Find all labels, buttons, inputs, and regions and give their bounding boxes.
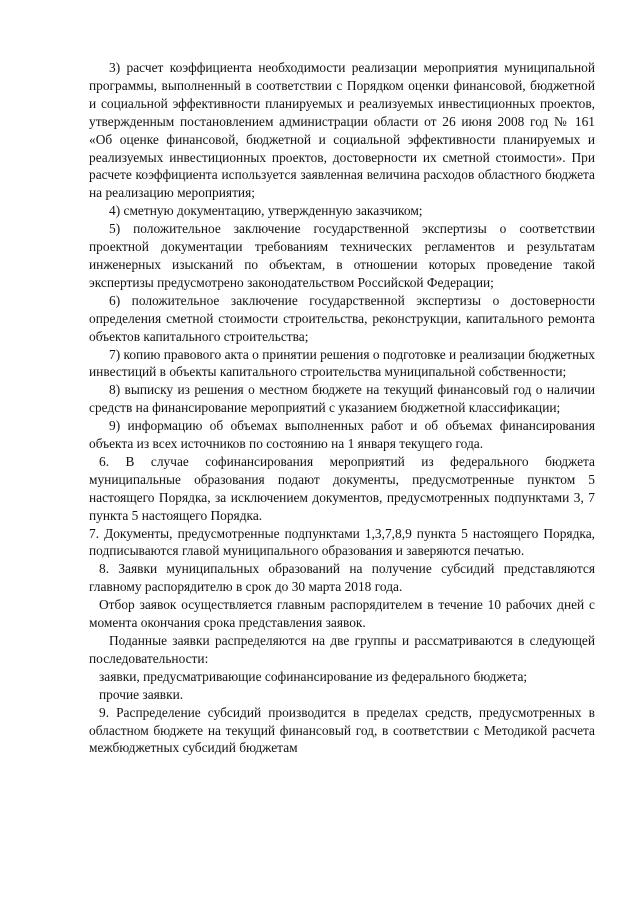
paragraph-subitem-7: 7) копию правового акта о принятии решения о подготовке и реализации бюджетных инвестиций в объекты капитального строительства муниципальной собственности; [89,346,595,380]
paragraph-item-9: 9. Распределение субсидий производится в пределах средств, предусмотренных в областном бюджете на текущий финансовый год, в соответствии с Методикой расчета межбюджетных субсидий бюджетам [89,704,595,756]
paragraph-groups: Поданные заявки распределяются на две группы и рассматриваются в следующей последовательности: [89,633,595,666]
paragraph-selection-period: Отбор заявок осуществляется главным распорядителем в течение 10 рабочих дней с момента окончания срока представления заявок. [89,597,595,631]
paragraph-subitem-4: 4) сметную документацию, утвержденную заказчиком; [109,203,423,219]
paragraph-subitem-6: 6) положительное заключение государственной экспертизы о достоверности определения сметной стоимости строительства, реконструкции, капитального ремонта объектов капитального строительства; [89,292,595,344]
paragraph-group-other: прочие заявки. [99,686,184,702]
paragraph-subitem-9: 9) информацию об объемах выполненных работ и об объемах финансирования объекта из всех источников по состоянию на 1 января текущего года. [89,418,595,452]
paragraph-item-8: 8. Заявки муниципальных образований на получение субсидий представляются главному распорядителю в срок до 30 марта 2018 года. [89,561,595,595]
paragraph-item-6: 6. В случае софинансирования мероприятий из федерального бюджета муниципальные образования подают документы, предусмотренные пунктом 5 настоящего Порядка, за исключением документов, предусмотренных подпунктами 3, 7 пункта 5 настоящего Порядка. [89,453,595,523]
paragraph-subitem-8: 8) выписку из решения о местном бюджете на текущий финансовый год о наличии средств на финансирование мероприятий с указанием бюджетной классификации; [89,382,595,416]
paragraph-subitem-5: 5) положительное заключение государственной экспертизы о соответствии проектной документации требованиям технических регламентов и результатам инженерных изысканий по объектам, в отношении которых проведение такой экспертизы предусмотрено законодательством Российской Федерации; [89,221,595,290]
paragraph-subitem-3: 3) расчет коэффициента необходимости реализации мероприятия муниципальной программы, выполненный в соответствии с Порядком оценки финансовой, бюджетной и социальной эффективности планируемых и реализуемых инвестиционных проектов, утвержденным постановлением администрации области от 26 июня 2008 год № 161 «Об оценке финансовой, бюджетной и социальной эффективности планируемых и реализуемых инвестиционных проектов, достоверности их сметной стоимости». При расчете коэффициента используется заявленная величина расходов областного бюджета на реализацию мероприятия; [89,60,595,201]
document-page [89,59,595,757]
paragraph-group-federal: заявки, предусматривающие софинансирование из федерального бюджета; [99,668,528,684]
paragraph-item-7: 7. Документы, предусмотренные подпунктами 1,3,7,8,9 пункта 5 настоящего Порядка, подписываются главой муниципального образования и заверяются печатью. [89,525,595,559]
